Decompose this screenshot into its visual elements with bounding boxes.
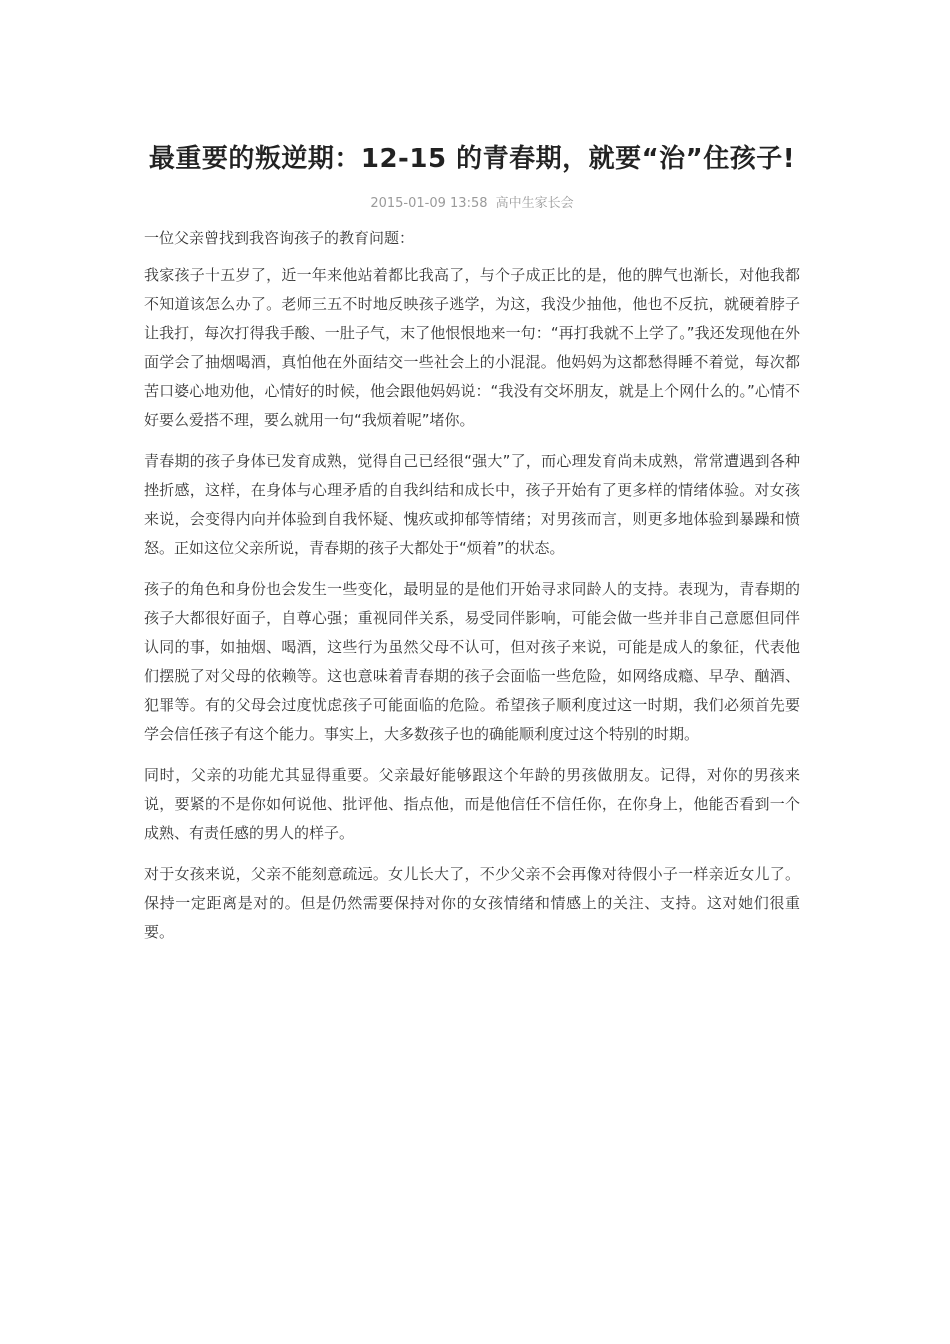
- article-meta: [144, 194, 800, 214]
- source-name[interactable]: 高中生家长会: [495, 196, 574, 211]
- publish-date: 2015-01-09 13:58: [370, 196, 488, 211]
- paragraph: 同时，父亲的功能尤其显得重要。父亲最好能够跟这个年龄的男孩做朋友。记得，对你的男孩来说，要紧的不是你如何说他、批评他、指点他，而是他信任不信任你，在你身上，他能否看到一个成熟、有责任感的男人的样子。: [144, 766, 800, 842]
- paragraph: 我家孩子十五岁了，近一年来他站着都比我高了，与个子成正比的是，他的脾气也渐长，对他我都不知道该怎么办了。老师三五不时地反映孩子逃学，为这，我没少抽他，他也不反抗，就硬着脖子让我打，每次打得我手酸、一肚子气，末了他恨恨地来一句：“再打我就不上学了。”我还发现他在外面学会了抽烟喝酒，真怕他在外面结交一些社会上的小混混。他妈妈为这都愁得睡不着觉，每次都苦口婆心地劝他，心情好的时候，他会跟他妈妈说：“我没有交坏朋友，就是上个网什么的。”心情不好要么爱搭不理，要么就用一句“我烦着呢”堵你。: [144, 266, 800, 429]
- paragraph: 孩子的角色和身份也会发生一些变化，最明显的是他们开始寻求同龄人的支持。表现为，青春期的孩子大都很好面子，自尊心强；重视同伴关系，易受同伴影响，可能会做一些并非自己意愿但同伴认同的事，如抽烟、喝酒，这些行为虽然父母不认可，但对孩子来说，可能是成人的象征，代表他们摆脱了对父母的依赖等。这也意味着青春期的孩子会面临一些危险，如网络成瘾、早孕、酗酒、犯罪等。有的父母会过度忧虑孩子可能面临的危险。希望孩子顺利度过这一时期，我们必须首先要学会信任孩子有这个能力。事实上，大多数孩子也的确能顺利度过这个特别的时期。: [144, 580, 800, 743]
- article: [144, 130, 800, 959]
- article-body: [144, 224, 800, 947]
- paragraph: 对于女孩来说，父亲不能刻意疏远。女儿长大了，不少父亲不会再像对待假小子一样亲近女儿了。保持一定距离是对的。但是仍然需要保持对你的女孩情绪和情感上的关注、支持。这对她们很重要。: [144, 865, 800, 941]
- paragraph: 一位父亲曾找到我咨询孩子的教育问题：: [144, 229, 415, 247]
- paragraph: 青春期的孩子身体已发育成熟，觉得自己已经很“强大”了，而心理发育尚未成熟，常常遭遇到各种挫折感，这样，在身体与心理矛盾的自我纠结和成长中，孩子开始有了更多样的情绪体验。对女孩来说，会变得内向并体验到自我怀疑、愧疚或抑郁等情绪；对男孩而言，则更多地体验到暴躁和愤怒。正如这位父亲所说，青春期的孩子大都处于“烦着”的状态。: [144, 452, 800, 557]
- article-title: 最重要的叛逆期：12-15 的青春期，就要“治”住孩子!: [148, 144, 796, 174]
